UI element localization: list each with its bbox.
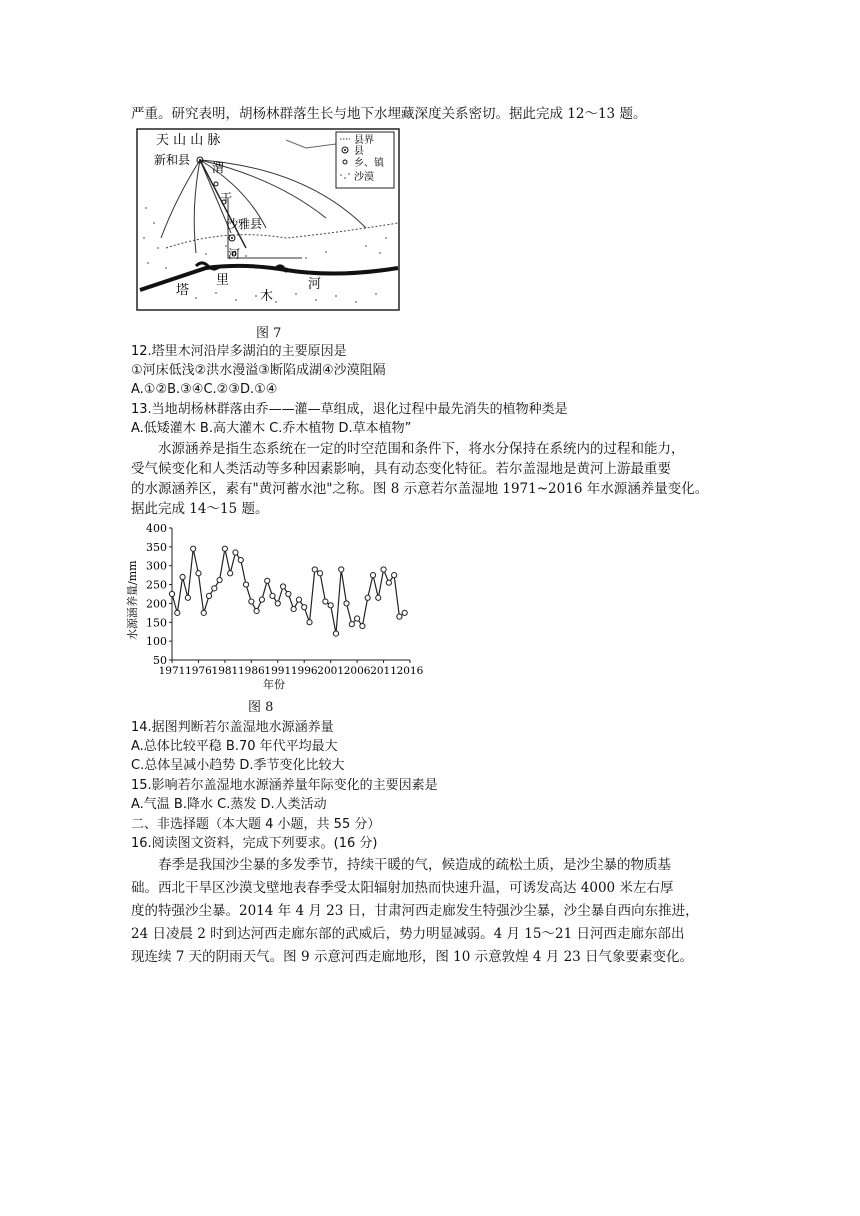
map-label-xinhe: 新和县: [154, 153, 191, 167]
data-point: [328, 603, 333, 608]
data-point: [196, 571, 201, 576]
data-point: [323, 599, 328, 604]
intro-line: 严重。研究表明，胡杨林群落生长与地下水埋藏深度关系密切。据此完成 12～13 题。: [131, 106, 647, 122]
data-point: [238, 557, 243, 562]
data-point: [312, 567, 317, 572]
q13-options: A.低矮灌木 B.高大灌木 C.乔木植物 D.草本植物”: [131, 421, 412, 436]
legend-county: 县: [354, 146, 364, 157]
q16-passage-line4: 24 日凌晨 2 时到达河西走廊东部的武威后，势力明显减弱。4 月 15～21 日河西走廊东部出: [131, 926, 685, 942]
passage2-line1: 水源涵养是指生态系统在一定的时空范围和条件下，将水分保持在系统内的过程和能力，: [158, 441, 685, 457]
q16-passage-line5: 现连续 7 天的阴雨天气。图 9 示意河西走廊地形，图 10 示意敦煌 4 月 23 日气象要素变化。: [131, 949, 694, 965]
x-tick-label: 1996: [290, 665, 318, 677]
data-point: [386, 580, 391, 585]
y-tick-label: 400: [146, 522, 167, 535]
data-point: [344, 601, 349, 606]
map-label-mu: 木: [260, 289, 274, 304]
data-point: [365, 595, 370, 600]
y-tick-label: 50: [153, 654, 167, 667]
q15-stem: 15.影响若尔盖湿地水源涵养量年际变化的主要因素是: [131, 778, 438, 793]
data-point: [206, 593, 211, 598]
map-label-shaya: 沙雅县: [226, 217, 263, 231]
q15-options: A.气温 B.降水 C.蒸发 D.人类活动: [131, 797, 327, 812]
map-figure-7: [136, 128, 400, 312]
data-point: [185, 595, 190, 600]
data-point: [175, 610, 180, 615]
data-point: [392, 573, 397, 578]
q16-passage-line2: 础。西北干旱区沙漠戈壁地表春季受太阳辐射加热而快速升温，可诱发高达 4000 米左右厚: [131, 880, 674, 896]
data-point: [397, 614, 402, 619]
data-point: [355, 616, 360, 621]
data-point: [265, 578, 270, 583]
q16-passage-line1: 春季是我国沙尘暴的多发季节，持续干暖的气，候造成的疏松土质，是沙尘暴的物质基: [158, 857, 671, 873]
map-label-li: 里: [216, 273, 230, 288]
x-tick-label: 1971: [158, 665, 186, 677]
map-label-tianshan: 天 山 山 脉: [156, 133, 221, 148]
y-tick-label: 300: [146, 559, 167, 573]
data-point: [360, 623, 365, 628]
data-point: [201, 610, 206, 615]
data-point: [228, 571, 233, 576]
figure-8-caption: 图 8: [248, 700, 274, 715]
line-chart-figure-8: [124, 520, 424, 692]
data-point: [169, 591, 174, 596]
legend-town: 乡、镇: [354, 158, 384, 169]
data-point: [243, 582, 248, 587]
q14-stem: 14.据图判断若尔盖湿地水源涵养量: [131, 720, 334, 735]
data-point: [339, 567, 344, 572]
map-label-gan: 干: [220, 191, 233, 205]
data-point: [317, 571, 322, 576]
data-point: [376, 595, 381, 600]
data-point: [286, 591, 291, 596]
y-tick-label: 250: [146, 578, 167, 592]
y-tick-label: 350: [146, 540, 167, 554]
x-tick-label: 2016: [396, 665, 424, 677]
q14-options-line1: A.总体比较平稳 B.70 年代平均最大: [131, 739, 338, 754]
data-point: [280, 584, 285, 589]
q14-options-line2: C.总体呈减小趋势 D.季节变化比较大: [131, 758, 345, 773]
x-tick-label: 1976: [185, 665, 212, 677]
data-point: [291, 606, 296, 611]
map-label-he2: 河: [308, 277, 322, 292]
data-point: [370, 573, 375, 578]
y-tick-label: 200: [146, 597, 167, 611]
data-point: [302, 605, 307, 610]
x-tick-label: 1981: [211, 665, 239, 677]
x-axis-label: 年份: [263, 678, 285, 691]
data-point: [222, 546, 227, 551]
data-point: [233, 550, 238, 555]
legend-desert: 沙漠: [354, 172, 374, 183]
data-point: [296, 597, 301, 602]
x-tick-label: 1991: [264, 665, 292, 677]
data-point: [217, 577, 222, 582]
data-point: [212, 586, 217, 591]
x-tick-label: 2001: [317, 665, 345, 677]
map-label-ta: 塔: [176, 283, 190, 298]
data-point: [275, 601, 280, 606]
data-point: [249, 599, 254, 604]
y-axis-label: 水源涵养量/mm: [126, 560, 139, 640]
data-point: [333, 631, 338, 636]
data-point: [402, 610, 407, 615]
data-point: [307, 620, 312, 625]
data-point: [259, 597, 264, 602]
x-tick-label: 1986: [237, 665, 265, 677]
q13-stem: 13.当地胡杨林群落由乔——灌—草组成，退化过程中最先消失的植物种类是: [131, 402, 568, 417]
data-point: [270, 593, 275, 598]
figure-7-caption: 图 7: [256, 326, 282, 341]
data-point: [381, 567, 386, 572]
data-point: [349, 622, 354, 627]
data-point: [180, 574, 185, 579]
x-tick-label: 2011: [370, 665, 397, 677]
q16-stem: 16.阅读图文资料，完成下列要求。(16 分): [131, 836, 378, 851]
y-tick-label: 150: [146, 616, 167, 630]
map-legend: [336, 132, 394, 188]
map-label-he1: 河: [228, 247, 241, 261]
data-point: [254, 608, 259, 613]
passage2-line2: 受气候变化和人类活动等多种因素影响，具有动态变化特征。若尔盖湿地是黄河上游最重要: [131, 461, 671, 477]
x-tick-label: 2006: [343, 665, 371, 677]
q12-options-line1: ①河床低浅②洪水漫溢③断陷成湖④沙漠阻隔: [131, 363, 386, 378]
passage2-line4: 据此完成 14～15 题。: [131, 501, 269, 517]
q12-stem: 12.塔里木河沿岸多湖泊的主要原因是: [131, 344, 347, 359]
section2-heading: 二、非选择题（本大题 4 小题，共 55 分）: [131, 817, 381, 832]
y-tick-label: 100: [146, 635, 167, 649]
q16-passage-line3: 度的特强沙尘暴。2014 年 4 月 23 日，甘肃河西走廊发生特强沙尘暴，沙尘暴自西向东推进，: [131, 903, 699, 919]
data-point: [191, 546, 196, 551]
map-label-wei: 渭: [212, 161, 225, 175]
legend-county-border: 县界: [354, 135, 374, 146]
passage2-line3: 的水源涵养区，素有"黄河蓄水池"之称。图 8 示意若尔盖湿地 1971~2016 年水源涵养量变化。: [131, 481, 709, 497]
q12-options-line2: A.①②B.③④C.②③D.①④: [131, 382, 278, 397]
